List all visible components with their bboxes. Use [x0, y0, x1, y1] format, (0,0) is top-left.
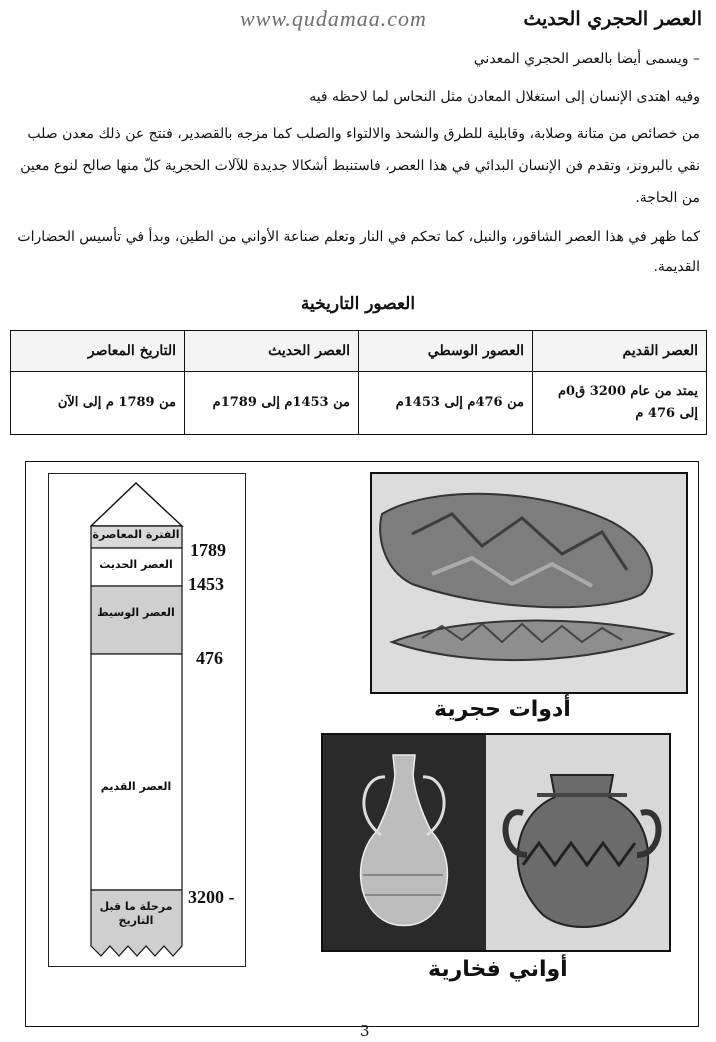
pottery-caption: أواني فخارية	[428, 957, 568, 982]
year-476: 476	[196, 648, 223, 668]
paragraph-2: وفيه اهتدى الإنسان إلى استغلال المعادن مثل النحاس لما لاحظه فيه	[309, 89, 700, 105]
stone-tools-caption: أدوات حجرية	[434, 697, 571, 722]
header-contemporary: التاريخ المعاصر	[11, 331, 185, 372]
timeline-arrow	[90, 482, 184, 962]
periods-table-title: العصور التاريخية	[300, 294, 416, 314]
year-3200: 3200 -	[188, 887, 235, 907]
timeline-prehistory-label: مرحلة ما قبل التاريخ	[99, 900, 173, 927]
header-ancient: العصر القديم	[533, 331, 707, 372]
periods-data-row	[11, 372, 707, 435]
site-watermark: www.qudamaa.com	[240, 6, 427, 31]
page-number: 3	[360, 1022, 370, 1040]
periods-table	[10, 330, 707, 435]
header-medieval: العصور الوسطي	[359, 331, 533, 372]
cell-modern: من 1453م إلى 1789م	[185, 372, 359, 435]
stone-tools-photo	[370, 472, 688, 694]
paragraph-4: كما ظهر في هذا العصر الشاقور، والنبل، كما تحكم في النار وتعلم صناعة الأواني من الطين، وبدأ في تأسيس الحضارات القديمة.	[17, 229, 700, 275]
cell-ancient: يمتد من عام 3200 ق0م إلى 476 م	[533, 372, 707, 435]
paragraph-3: من خصائص من متانة وصلابة، وقابلية للطرق والشحذ والالتواء والصلب كما مزجه بالقصدير، فنتج عن ذلك معدن صلب نقي بالبرونز، وتقدم فن الإنسان البدائي في هذا العصر، فاستنبط أشكالا جديدة للآلات الحجرية كلّ منها صالح لنوع معين من الحاجة.	[20, 126, 700, 206]
paragraph-1: – ويسمى أيضا بالعصر الحجري المعدني	[473, 51, 700, 67]
header-modern: العصر الحديث	[185, 331, 359, 372]
timeline-contemporary-label: الفترة المعاصرة	[92, 528, 180, 541]
page-title: العصر الحجري الحديث	[523, 8, 702, 30]
cell-medieval: من 476م إلى 1453م	[359, 372, 533, 435]
year-1453: 1453	[188, 574, 224, 594]
timeline-medieval-label: العصر الوسيط	[97, 606, 175, 619]
timeline-ancient-label: العصر القديم	[100, 780, 172, 793]
periods-header-row	[11, 331, 707, 372]
cell-contemporary: من 1789 م إلى الآن	[11, 372, 185, 435]
year-1789: 1789	[190, 540, 226, 560]
pottery-photo	[321, 733, 671, 952]
timeline-modern-label: العصر الحديث	[99, 558, 173, 571]
